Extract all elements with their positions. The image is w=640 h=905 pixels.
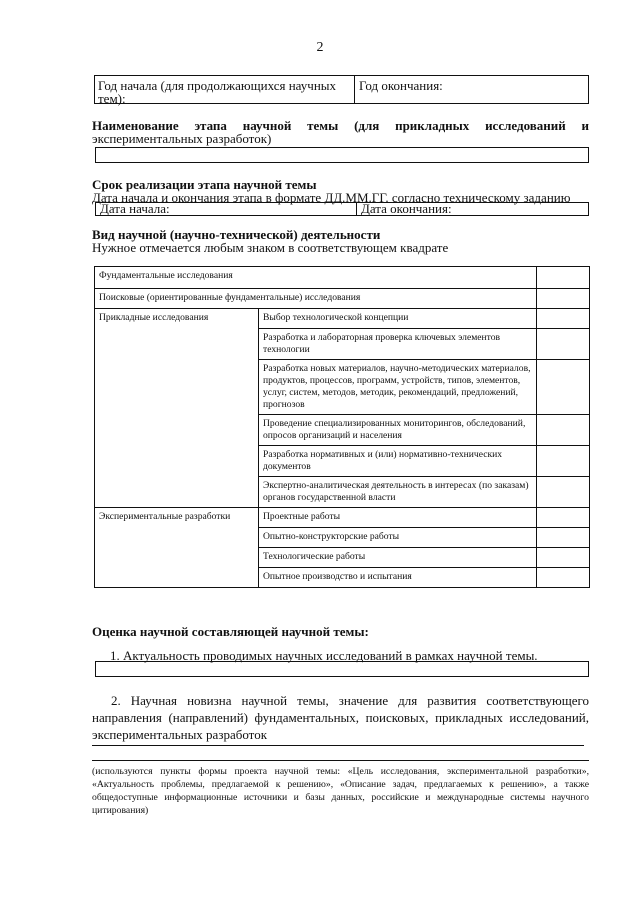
actuality-input[interactable] [95,661,589,677]
novelty-item: 2. Научная новизна научной темы, значение для развития соответствующего направления (направлений) фундаментальных, поисковых, прикладных исследований, экспериментальных разработок [92,693,589,742]
years-table [94,75,589,104]
applied-item: Разработка и лабораторная проверка ключевых элементов технологии [259,329,537,360]
sources-note: (используются пункты формы проекта научной темы: «Цель исследования, экспериментальной разработки», «Актуальность проблемы, предлагаемой к решению», «Описание задач, предлагаемых к решению», а также общедоступные информационные источники и базы данных, российские и международные системы научного цитирования) [92,766,589,816]
answer-line[interactable] [92,745,584,746]
end-date-field[interactable]: Дата окончания: [361,201,452,216]
applied-item: Разработка нормативных и (или) нормативно-технических документов [259,446,537,477]
applied-checkbox[interactable] [537,360,590,415]
table-row [95,267,590,289]
dates-table [95,202,589,216]
actuality-item: 1. Актуальность проводимых научных исследований в рамках научной темы. [110,648,538,663]
experimental-checkbox[interactable] [537,548,590,568]
end-year-field[interactable]: Год окончания: [359,78,443,93]
search-checkbox[interactable] [537,289,590,309]
srok-description: Дата начала и окончания этапа в формате ДД.ММ.ГГ. согласно техническому заданию [92,190,571,205]
applied-item: Выбор технологической концепции [259,309,537,329]
stage-name-heading-text: Наименование этапа научной темы (для прикладных исследований и [92,118,589,133]
stage-name-input[interactable] [95,147,589,163]
page-number: 2 [316,40,324,55]
experimental-item: Технологические работы [259,548,537,568]
activity-table [94,266,590,588]
experimental-item: Проектные работы [259,508,537,528]
experimental-item: Опытно-конструкторские работы [259,528,537,548]
activity-description: Нужное отмечается любым знаком в соответствующем квадрате [92,240,449,255]
applied-checkbox[interactable] [537,309,590,329]
srok-heading: Срок реализации этапа научной темы [92,177,317,192]
experimental-item: Опытное производство и испытания [259,568,537,588]
start-date-field[interactable]: Дата начала: [96,203,357,215]
experimental-checkbox[interactable] [537,508,590,528]
applied-item: Разработка новых материалов, научно-методических материалов, продуктов, процессов, программ, устройств, типов, элементов, услуг, систем, методов, методик, рекомендаций, предложений, прогнозов [259,360,537,415]
search-label: Поисковые (ориентированные фундаментальные) исследования [95,289,537,309]
applied-checkbox[interactable] [537,446,590,477]
answer-line[interactable] [92,760,589,761]
applied-checkbox[interactable] [537,415,590,446]
fundamental-label: Фундаментальные исследования [95,267,537,289]
activity-heading: Вид научной (научно-технической) деятельности [92,227,381,242]
table-row [95,508,590,528]
experimental-checkbox[interactable] [537,528,590,548]
table-row [95,309,590,329]
applied-checkbox[interactable] [537,477,590,508]
experimental-checkbox[interactable] [537,568,590,588]
applied-checkbox[interactable] [537,329,590,360]
stage-name-heading-cont: экспериментальных разработок) [92,131,272,146]
applied-item: Проведение специализированных мониторингов, обследований, опросов организаций и населения [259,415,537,446]
start-year-field[interactable]: Год начала (для продолжающихся научных тем): [95,76,355,103]
experimental-label: Экспериментальные разработки [95,508,259,588]
applied-item: Экспертно-аналитическая деятельность в интересах (по заказам) органов государственной власти [259,477,537,508]
applied-label: Прикладные исследования [95,309,259,508]
table-row [95,289,590,309]
fundamental-checkbox[interactable] [537,267,590,289]
ocenka-heading: Оценка научной составляющей научной темы: [92,624,369,639]
